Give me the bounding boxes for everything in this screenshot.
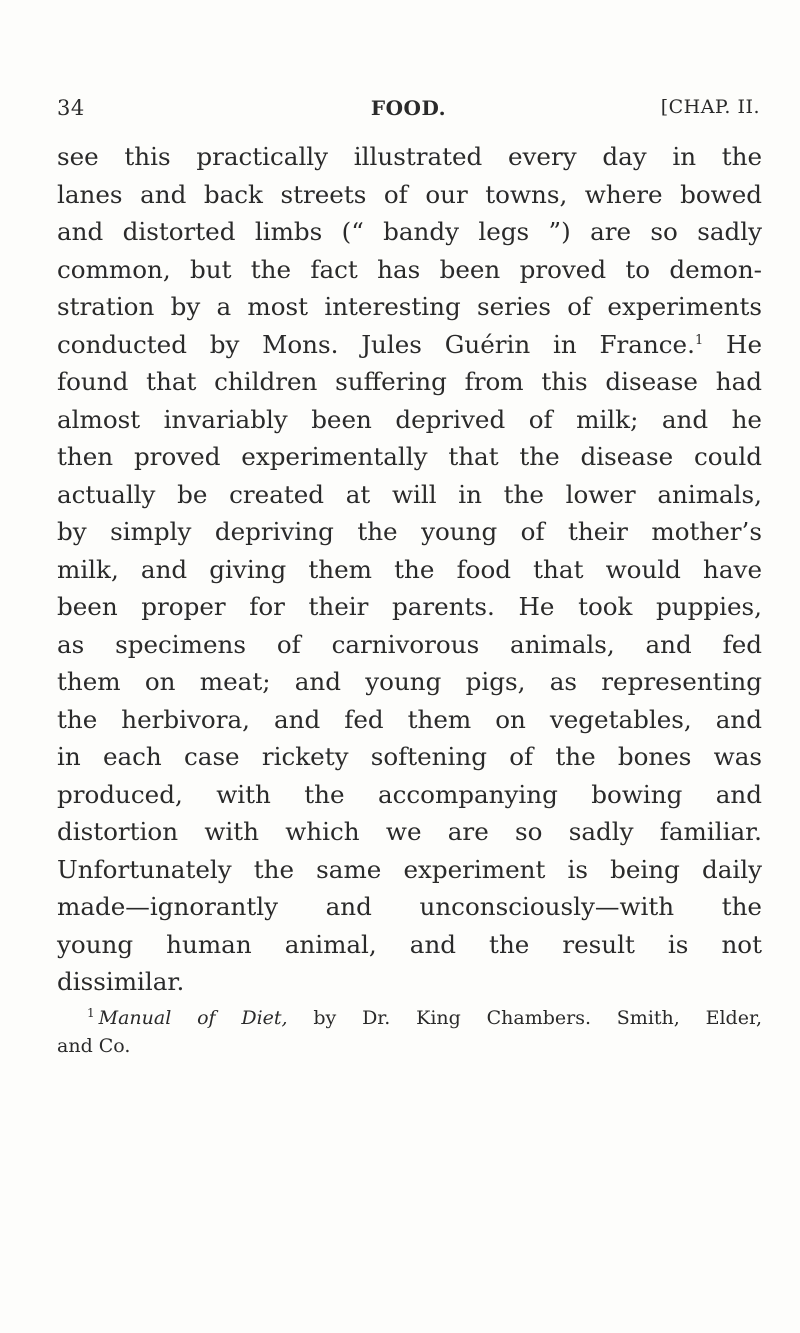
footnote xyxy=(57,1004,762,1060)
text-line: made—ignorantly and unconsciously—with the xyxy=(57,892,762,921)
footnote-line: and Co. xyxy=(57,1035,131,1057)
text-line: them on meat; and young pigs, as representing xyxy=(57,667,762,696)
footnote-citation: by Dr. King Chambers. Smith, Elder, xyxy=(287,1007,762,1029)
text-line: young human animal, and the result is not xyxy=(57,929,762,959)
text-line-part: conducted by Mons. Jules Guérin in France. xyxy=(57,329,695,359)
text-line: milk, and giving them the food that would have xyxy=(57,554,762,584)
text-line-with-footnote-ref xyxy=(57,326,762,364)
text-line: lanes and back streets of our towns, where bowed xyxy=(57,179,762,209)
text-line: dissimilar. xyxy=(57,967,185,996)
text-line: in each case rickety softening of the bones was xyxy=(57,742,762,771)
footnote-book-title: Manual of Diet, xyxy=(98,1007,288,1029)
footnote-line xyxy=(57,1004,762,1032)
text-line: then proved experimentally that the disease could xyxy=(57,442,762,471)
page-number: 34 xyxy=(57,96,85,120)
text-line: distortion with which we are so sadly familiar. xyxy=(57,817,762,846)
text-line: found that children suffering from this disease had xyxy=(57,367,762,396)
chapter-label: [CHAP. II. xyxy=(660,96,760,118)
body-text xyxy=(57,138,762,1001)
running-head xyxy=(57,96,760,132)
text-line: Unfortunately the same experiment is being daily xyxy=(57,854,762,884)
text-line: by simply depriving the young of their mother’s xyxy=(57,517,762,546)
text-line: almost invariably been deprived of milk; and he xyxy=(57,404,762,434)
text-line: see this practically illustrated every day in the xyxy=(57,142,762,171)
text-line: produced, with the accompanying bowing and xyxy=(57,779,762,809)
text-line-part: He xyxy=(703,329,762,359)
footnote-reference: 1 xyxy=(694,332,704,348)
text-line: common, but the fact has been proved to demon- xyxy=(57,254,762,284)
text-line: been proper for their parents. He took puppies, xyxy=(57,592,762,621)
text-line: the herbivora, and fed them on vegetables, and xyxy=(57,704,762,734)
text-line: as specimens of carnivorous animals, and fed xyxy=(57,629,762,659)
text-line: actually be created at will in the lower animals, xyxy=(57,479,762,509)
text-line: stration by a most interesting series of experiments xyxy=(57,292,762,321)
text-line: and distorted limbs (“ bandy legs ”) are so sadly xyxy=(57,217,762,246)
running-title: FOOD. xyxy=(370,96,447,120)
footnote-marker: 1 xyxy=(87,1006,95,1020)
